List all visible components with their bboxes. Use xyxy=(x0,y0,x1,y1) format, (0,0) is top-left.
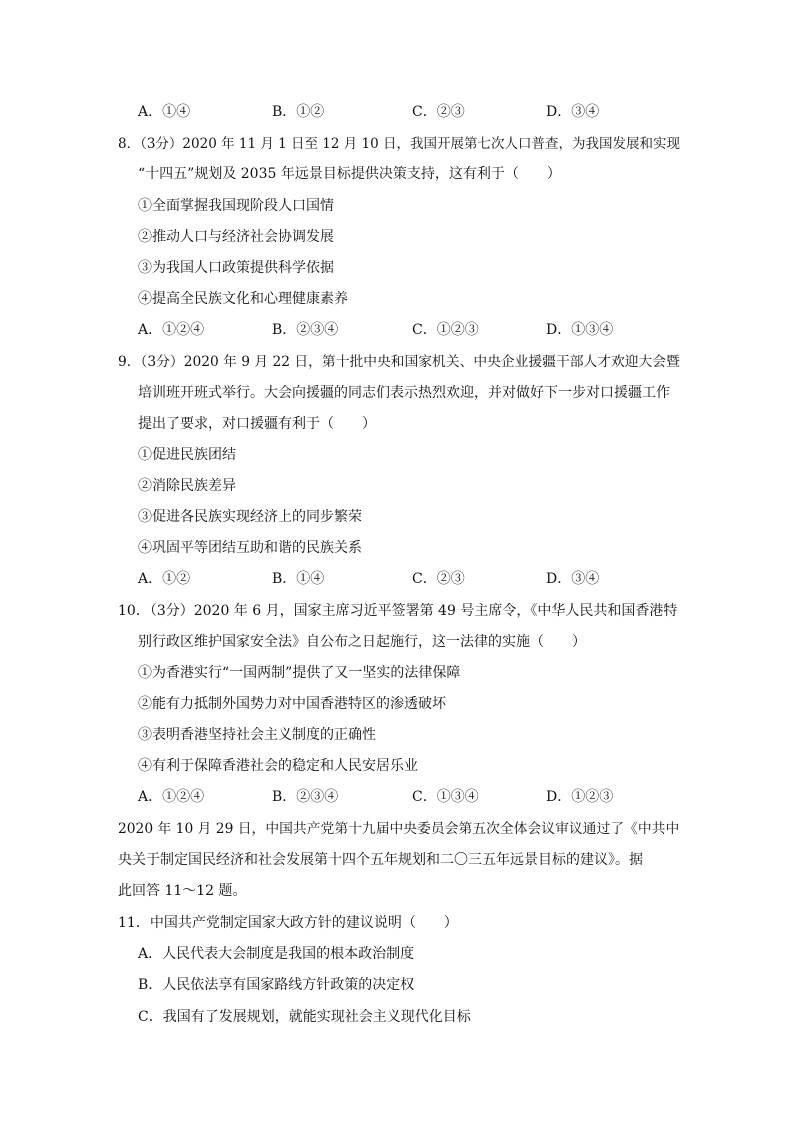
q8-statement-2: ②推动人口与经济社会协调发展 xyxy=(138,229,334,245)
q9-stem-line-2: 培训班开班式举行。大会向援疆的同志们表示热烈欢迎，并对做好下一步对口援疆工作 xyxy=(138,385,670,401)
q9-statement-4: ④巩固平等团结互助和谐的民族关系 xyxy=(138,540,362,556)
q7-option-a: A．①④ xyxy=(138,104,191,120)
q11-option-b: B．人民依法享有国家路线方针政策的决定权 xyxy=(138,977,415,993)
q7-option-d: D．③④ xyxy=(546,104,600,120)
q10-option-a: A．①②④ xyxy=(138,789,205,805)
q9-option-b: B．①④ xyxy=(272,571,325,587)
q9-statement-2: ②消除民族差异 xyxy=(138,478,236,494)
passage-line-3: 此回答 11～12 题。 xyxy=(118,883,247,899)
q8-option-a: A．①②④ xyxy=(138,322,205,338)
q9-stem-line-3: 提出了要求，对口援疆有利于（ ） xyxy=(138,416,376,432)
q8-stem-line-1: 8．（3分）2020 年 11 月 1 日至 12 月 10 日，我国开展第七次人口普查，为我国发展和实现 xyxy=(118,136,681,152)
q10-option-c: C．①③④ xyxy=(412,789,479,805)
q10-option-b: B．②③④ xyxy=(272,789,339,805)
q8-option-b: B．②③④ xyxy=(272,322,339,338)
q8-statement-1: ①全面掌握我国现阶段人口国情 xyxy=(138,198,334,214)
q10-statement-2: ②能有力抵制外国势力对中国香港特区的渗透破坏 xyxy=(138,696,446,712)
q10-option-d: D．①②③ xyxy=(546,789,614,805)
q7-option-c: C．②③ xyxy=(412,104,465,120)
q11-option-a: A．人民代表大会制度是我国的根本政治制度 xyxy=(138,946,415,962)
q8-option-d: D．①③④ xyxy=(546,322,614,338)
q10-stem-line-1: 10．（3分）2020 年 6 月，国家主席习近平签署第 49 号主席令，《中华人民共和国香港特 xyxy=(118,603,678,619)
q8-stem-line-2: “十四五”规划及 2035 年远景目标提供决策支持，这有利于（ ） xyxy=(138,166,561,182)
q10-statement-3: ③表明香港坚持社会主义制度的正确性 xyxy=(138,727,376,743)
q11-stem: 11．中国共产党制定国家大政方针的建议说明（ ） xyxy=(118,915,458,931)
q9-stem-line-1: 9．（3分）2020 年 9 月 22 日，第十批中央和国家机关、中央企业援疆干部人才欢迎大会暨 xyxy=(118,354,680,370)
q10-statement-4: ④有利于保障香港社会的稳定和人民安居乐业 xyxy=(138,758,418,774)
q9-option-c: C．②③ xyxy=(412,571,465,587)
q9-statement-1: ①促进民族团结 xyxy=(138,447,236,463)
q8-statement-4: ④提高全民族文化和心理健康素养 xyxy=(138,291,348,307)
q10-statement-1: ①为香港实行“一国两制”提供了又一坚实的法律保障 xyxy=(138,665,461,681)
q10-stem-line-2: 别行政区维护国家安全法》自公布之日起施行，这一法律的实施（ ） xyxy=(138,634,586,650)
q9-option-d: D．③④ xyxy=(546,571,600,587)
q9-statement-3: ③促进各民族实现经济上的同步繁荣 xyxy=(138,509,362,525)
q11-option-c: C．我国有了发展规划，就能实现社会主义现代化目标 xyxy=(138,1009,471,1025)
q8-option-c: C．①②③ xyxy=(412,322,479,338)
q9-option-a: A．①② xyxy=(138,571,191,587)
passage-line-2: 央关于制定国民经济和社会发展第十四个五年规划和二〇三五年远景目标的建议》。据 xyxy=(118,852,643,868)
passage-line-1: 2020 年 10 月 29 日，中国共产党第十九届中央委员会第五次全体会议审议通过了《中共中 xyxy=(118,821,680,837)
q7-option-b: B．①② xyxy=(272,104,325,120)
q8-statement-3: ③为我国人口政策提供科学依据 xyxy=(138,260,334,276)
